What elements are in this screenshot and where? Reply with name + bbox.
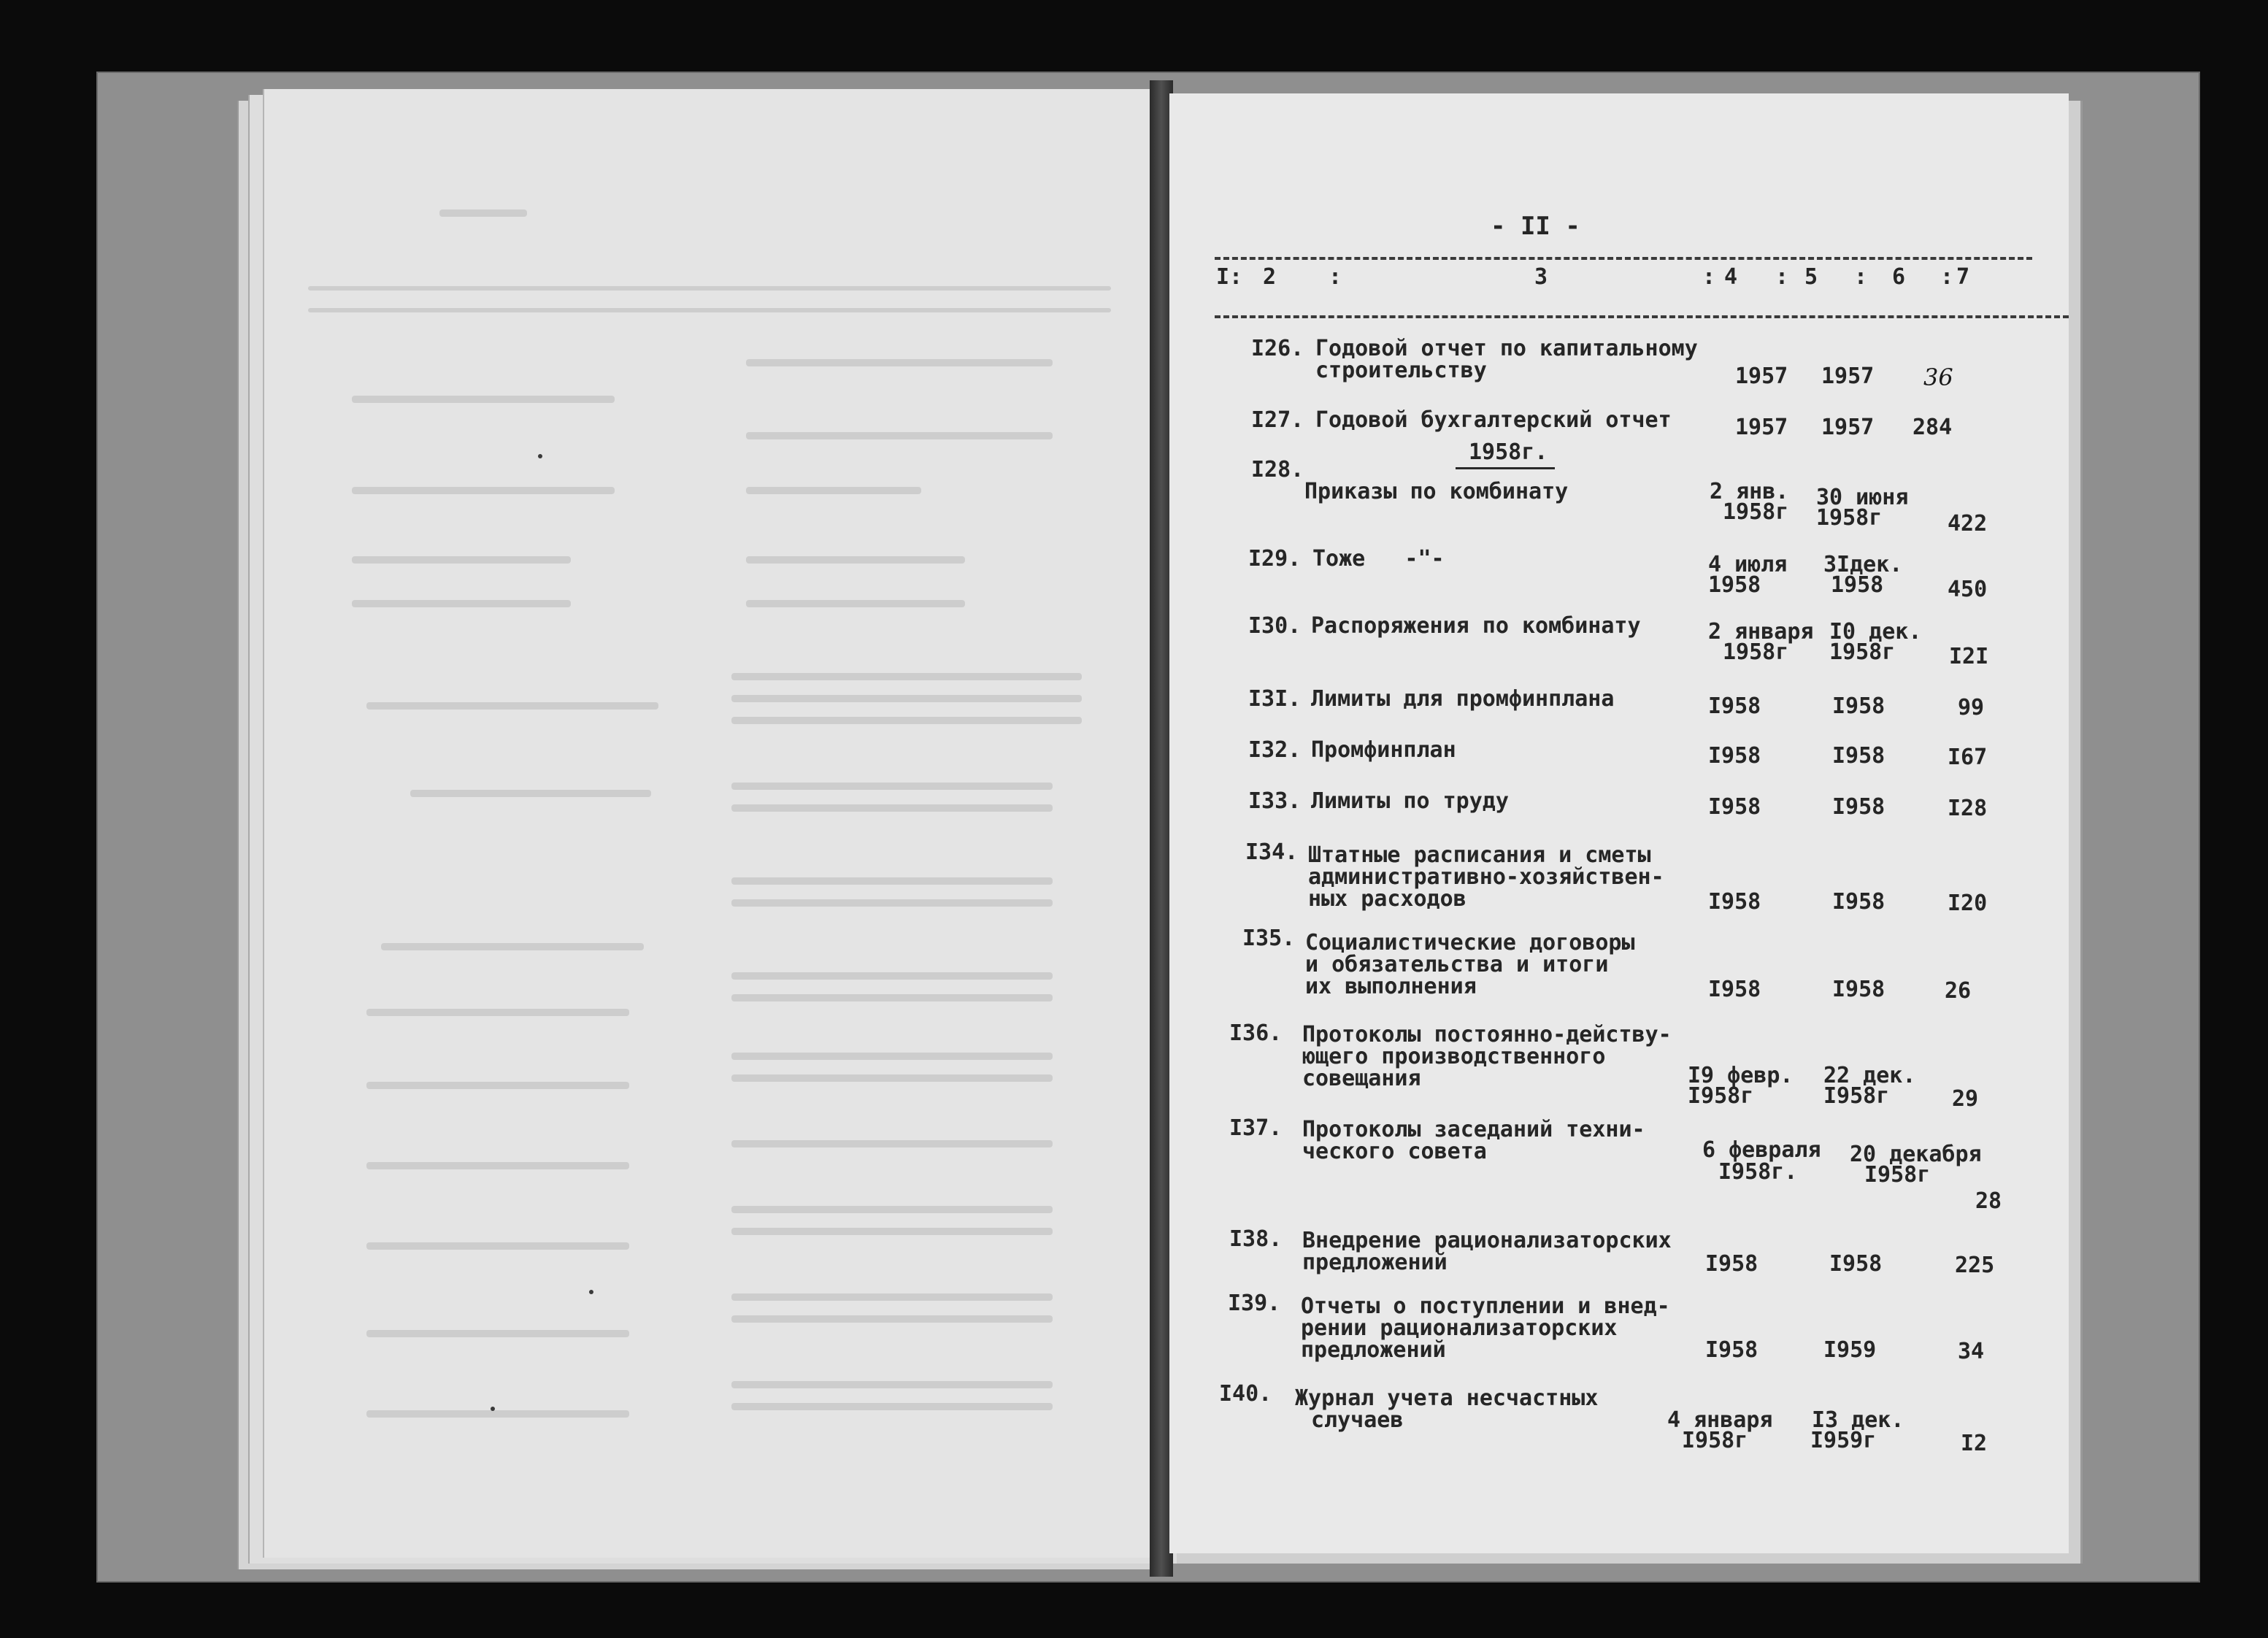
entry-date-to: I958г <box>1864 1162 1931 1188</box>
entry-date-from: I9 февр. <box>1688 1063 1794 1088</box>
entry-sheet-count: 26 <box>1945 978 1972 1004</box>
entry-date-from: I958 <box>1705 1251 1758 1277</box>
ink-speck <box>589 1290 593 1294</box>
entry-date-to: 20 декабря <box>1850 1142 1982 1167</box>
entry-title: их выполнения <box>1305 974 1477 999</box>
entry-date-to: 1958 <box>1831 572 1884 598</box>
entry-number: I39. <box>1228 1291 1281 1316</box>
entry-title: Штатные расписания и сметы <box>1308 842 1651 868</box>
entry-sheet-count: 225 <box>1955 1253 1995 1278</box>
entry-number: I36. <box>1229 1020 1283 1046</box>
column-separator: : <box>1775 264 1789 290</box>
right-page <box>1169 93 2069 1553</box>
entry-sheet-count: I2I <box>1949 644 1989 669</box>
entry-sheet-count: 284 <box>1913 415 1953 440</box>
column-header: 2 <box>1263 264 1277 290</box>
entry-title: Протоколы постоянно-действу- <box>1302 1022 1672 1047</box>
entry-date-to: 1957 <box>1821 415 1875 440</box>
entry-sheet-count: 28 <box>1975 1188 2002 1214</box>
entry-title: Отчеты о поступлении и внед- <box>1301 1293 1670 1319</box>
entry-title: Протоколы заседаний техни- <box>1302 1117 1645 1142</box>
entry-date-from: I958 <box>1708 977 1761 1002</box>
entry-number: I40. <box>1219 1381 1272 1407</box>
entry-date-to: I959г <box>1810 1428 1877 1453</box>
entry-sheet-count: I28 <box>1948 796 1988 821</box>
entry-date-from: I958 <box>1708 743 1761 769</box>
entry-title: предложений <box>1302 1250 1448 1275</box>
entry-title: ных расходов <box>1308 886 1466 912</box>
ink-speck <box>491 1407 495 1411</box>
entry-title: Распоряжения по комбинату <box>1311 613 1641 639</box>
entry-number: I37. <box>1229 1115 1283 1141</box>
entry-title: ческого совета <box>1302 1139 1487 1164</box>
entry-sheet-count: 36 <box>1923 364 1953 391</box>
entry-date-from: 4 июля <box>1708 552 1788 577</box>
entry-sheet-count: I67 <box>1948 745 1988 770</box>
entry-date-to: 22 дек. <box>1823 1063 1916 1088</box>
entry-date-from: 1958 <box>1708 572 1761 598</box>
entry-sheet-count: 422 <box>1948 511 1988 537</box>
entry-date-to: 1958г <box>1816 505 1883 531</box>
entry-date-to: I959 <box>1823 1337 1877 1363</box>
entry-date-from: 1957 <box>1735 364 1788 389</box>
entry-title: Внедрение рационализаторских <box>1302 1228 1672 1253</box>
entry-date-from: 2 января <box>1708 619 1814 645</box>
column-header: I: <box>1216 264 1243 290</box>
entry-date-from: I958 <box>1708 794 1761 820</box>
entry-date-from: 1958г <box>1723 499 1789 525</box>
column-separator: : <box>1702 264 1716 290</box>
entry-date-from: 4 января <box>1667 1407 1773 1433</box>
column-header: 7 <box>1956 264 1970 290</box>
page-number: - II - <box>1491 212 1580 241</box>
year-heading-underline <box>1456 467 1555 469</box>
header-rule-top <box>1215 257 2032 260</box>
header-rule-bottom <box>1215 315 2069 318</box>
column-header: 3 <box>1534 264 1548 290</box>
entry-number: I33. <box>1248 788 1302 814</box>
entry-date-to: 3Iдек. <box>1823 552 1903 577</box>
column-separator: : <box>1329 264 1342 290</box>
column-separator: : <box>1940 264 1954 290</box>
entry-number: I30. <box>1248 613 1302 639</box>
entry-number: I26. <box>1251 336 1304 361</box>
entry-date-to: I958 <box>1832 889 1885 915</box>
entry-sheet-count: 99 <box>1958 695 1985 720</box>
entry-date-from: 1957 <box>1735 415 1788 440</box>
column-header: 6 <box>1892 264 1906 290</box>
entry-date-from: I958 <box>1708 889 1761 915</box>
entry-title: Годовой бухгалтерский отчет <box>1315 407 1672 433</box>
entry-number: I29. <box>1248 546 1302 572</box>
year-heading: 1958г. <box>1469 439 1548 465</box>
entry-date-from: I958г. <box>1718 1159 1798 1185</box>
entry-title: Социалистические договоры <box>1305 930 1635 956</box>
column-header: 5 <box>1804 264 1818 290</box>
entry-title: Промфинплан <box>1311 737 1456 763</box>
entry-sheet-count: I2 <box>1961 1431 1988 1456</box>
entry-title: Годовой отчет по капитальному <box>1315 336 1698 361</box>
entry-number: I27. <box>1251 407 1304 433</box>
left-page-bleed-through <box>263 89 1162 1558</box>
entry-number: I28. <box>1251 457 1304 482</box>
entry-number: I35. <box>1242 926 1296 951</box>
entry-date-to: I958 <box>1832 693 1885 719</box>
entry-date-to: I958г <box>1823 1083 1890 1109</box>
entry-number: I3I. <box>1248 686 1302 712</box>
entry-title: Тоже -"- <box>1312 546 1445 572</box>
entry-date-from: I958 <box>1705 1337 1758 1363</box>
entry-title: случаев <box>1311 1407 1404 1433</box>
entry-date-from: 1958г <box>1723 639 1789 665</box>
bleed-through-text <box>264 89 1162 1558</box>
entry-date-to: 1958г <box>1829 639 1896 665</box>
entry-sheet-count: 450 <box>1948 577 1988 602</box>
ink-speck <box>538 454 542 458</box>
entry-date-from: 6 февраля <box>1702 1137 1821 1163</box>
entry-title: ющего производственного <box>1302 1044 1606 1069</box>
entry-date-from: I958г <box>1688 1083 1754 1109</box>
entry-title: Приказы по комбинату <box>1304 479 1569 504</box>
entry-sheet-count: 34 <box>1958 1339 1985 1364</box>
column-header: 4 <box>1724 264 1738 290</box>
entry-date-from: 2 янв. <box>1710 479 1789 504</box>
entry-date-to: 1957 <box>1821 364 1875 389</box>
entry-title: административно-хозяйствен- <box>1308 864 1664 890</box>
entry-number: I34. <box>1245 839 1299 865</box>
column-separator: : <box>1854 264 1868 290</box>
entry-date-to: I958 <box>1832 977 1885 1002</box>
entry-number: I32. <box>1248 737 1302 763</box>
entry-date-to: I0 дек. <box>1829 619 1922 645</box>
entry-title: предложений <box>1301 1337 1446 1363</box>
entry-title: Лимиты для промфинплана <box>1311 686 1615 712</box>
entry-date-from: I958г <box>1682 1428 1748 1453</box>
entry-date-to: 30 июня <box>1816 485 1909 510</box>
entry-date-to: I3 дек. <box>1812 1407 1904 1433</box>
entry-title: Лимиты по труду <box>1311 788 1509 814</box>
entry-title: совещания <box>1302 1066 1421 1091</box>
entry-date-to: I958 <box>1832 743 1885 769</box>
entry-number: I38. <box>1229 1226 1283 1252</box>
entry-date-to: I958 <box>1832 794 1885 820</box>
entry-title: и обязательства и итоги <box>1305 952 1609 977</box>
entry-sheet-count: I20 <box>1948 891 1988 916</box>
entry-date-to: I958 <box>1829 1251 1883 1277</box>
entry-date-from: I958 <box>1708 693 1761 719</box>
entry-title: Журнал учета несчастных <box>1295 1385 1599 1411</box>
entry-sheet-count: 29 <box>1952 1086 1979 1112</box>
entry-title: рении рационализаторских <box>1301 1315 1618 1341</box>
entry-title: строительству <box>1315 358 1487 383</box>
